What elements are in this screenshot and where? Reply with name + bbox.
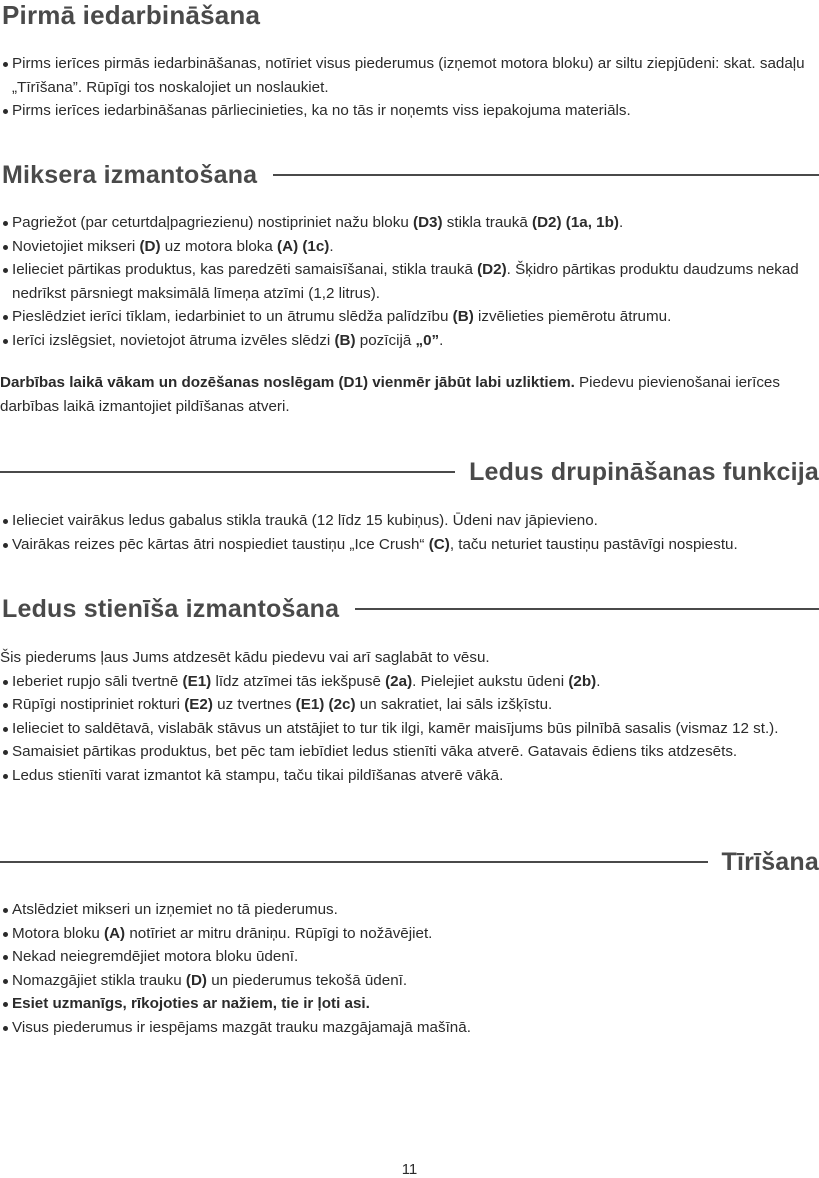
cleaning-list: [0, 898, 812, 1039]
list-item: Pagriežot (par ceturtdaļpagriezienu) nostipriniet nažu bloku (D3) stikla traukā (D2) (1a, 1b).: [0, 211, 812, 235]
list-item: Samaisiet pārtikas produktus, bet pēc tam iebīdiet ledus stienīti vāka atverē. Gatavais ēdiens tiks atdzesēts.: [0, 740, 812, 764]
section-title-cleaning: Tīrīšana: [721, 847, 819, 876]
list-item: Ielieciet to saldētavā, vislabāk stāvus un atstājiet to tur tik ilgi, kamēr maisījums būs pilnībā sasalis (vismaz 12 st.).: [0, 717, 812, 741]
intro-text: Šis piederums ļaus Jums atdzesēt kādu piedevu vai arī saglabāt to vēsu.: [0, 649, 490, 666]
mixer-heading-row: [0, 158, 819, 192]
list-item: Pirms ierīces iedarbināšanas pārliecinieties, ka no tās ir noņemts viss iepakojuma materiāls.: [0, 99, 812, 123]
ice-crush-list: [0, 509, 812, 556]
list-item: Nekad neiegremdējiet motora bloku ūdenī.: [0, 945, 812, 969]
divider-rule: [355, 608, 819, 610]
note-bold: Darbības laikā vākam un dozēšanas noslēgam (D1) vienmēr jābūt labi uzliktiem.: [0, 374, 575, 391]
divider-rule: [0, 861, 708, 863]
list-item: Ierīci izslēgsiet, novietojot ātruma izvēles slēdzi (B) pozīcijā „0”.: [0, 329, 812, 353]
list-item: Ieberiet rupjo sāli tvertnē (E1) līdz atzīmei tās iekšpusē (2a). Pielejiet aukstu ūdeni (2b).: [0, 670, 812, 694]
list-item: Pirms ierīces pirmās iedarbināšanas, notīriet visus piederumus (izņemot motora bloku) ar siltu ziepjūdeni: skat. sadaļu „Tīrīšana”. Rūpīgi tos noskalojiet un noslaukiet.: [0, 52, 812, 99]
list-item: Motora bloku (A) notīriet ar mitru drāniņu. Rūpīgi to nožāvējiet.: [0, 922, 812, 946]
list-item: Rūpīgi nostipriniet rokturi (E2) uz tvertnes (E1) (2c) un sakratiet, lai sāls izšķīstu.: [0, 693, 812, 717]
mixer-list: [0, 211, 812, 352]
list-item: Esiet uzmanīgs, rīkojoties ar nažiem, tie ir ļoti asi.: [0, 992, 812, 1016]
list-item: Ledus stienīti varat izmantot kā stampu, taču tikai pildīšanas atverē vākā.: [0, 764, 812, 788]
section-title-ice-crush: Ledus drupināšanas funkcija: [469, 457, 819, 486]
ice-stick-content: [0, 646, 812, 787]
cleaning-heading-row: [0, 845, 819, 879]
ice-crush-heading-row: [0, 455, 819, 489]
first-use-list: [0, 52, 812, 123]
list-item: Nomazgājiet stikla trauku (D) un piederumus tekošā ūdenī.: [0, 969, 812, 993]
note-text: Piedevu pievienošanai ierīces darbības laikā izmantojiet pildīšanas atveri.: [0, 374, 780, 415]
section-title-mixer: Miksera izmantošana: [2, 160, 258, 189]
list-item: Vairākas reizes pēc kārtas ātri nospiediet taustiņu „Ice Crush“ (C), taču neturiet taustiņu pastāvīgi nospiestu.: [0, 533, 812, 557]
ice-stick-heading-row: [0, 592, 819, 626]
list-item: Pieslēdziet ierīci tīklam, iedarbiniet to un ātrumu slēdža palīdzību (B) izvēlieties piemērotu ātrumu.: [0, 305, 812, 329]
section-title-first-use: Pirmā iedarbināšana: [2, 0, 261, 30]
divider-rule: [273, 174, 819, 176]
section-title-ice-stick: Ledus stienīša izmantošana: [2, 594, 340, 623]
divider-rule: [0, 471, 455, 473]
list-item: Ielieciet pārtikas produktus, kas paredzēti samaisīšanai, stikla traukā (D2). Šķidro pārtikas produktu daudzums nekad nedrīkst pārsniegt maksimālā līmeņa atzīmi (1,2 litrus).: [0, 258, 812, 305]
list-item: Atslēdziet mikseri un izņemiet no tā piederumus.: [0, 898, 812, 922]
list-item: Novietojiet mikseri (D) uz motora bloka (A) (1c).: [0, 235, 812, 259]
list-item: Visus piederumus ir iespējams mazgāt trauku mazgājamajā mašīnā.: [0, 1016, 812, 1040]
mixer-note: [0, 371, 800, 418]
list-item: Ielieciet vairākus ledus gabalus stikla traukā (12 līdz 15 kubiņus). Ūdeni nav jāpievieno.: [0, 509, 812, 533]
page-number: 11: [401, 1161, 418, 1178]
